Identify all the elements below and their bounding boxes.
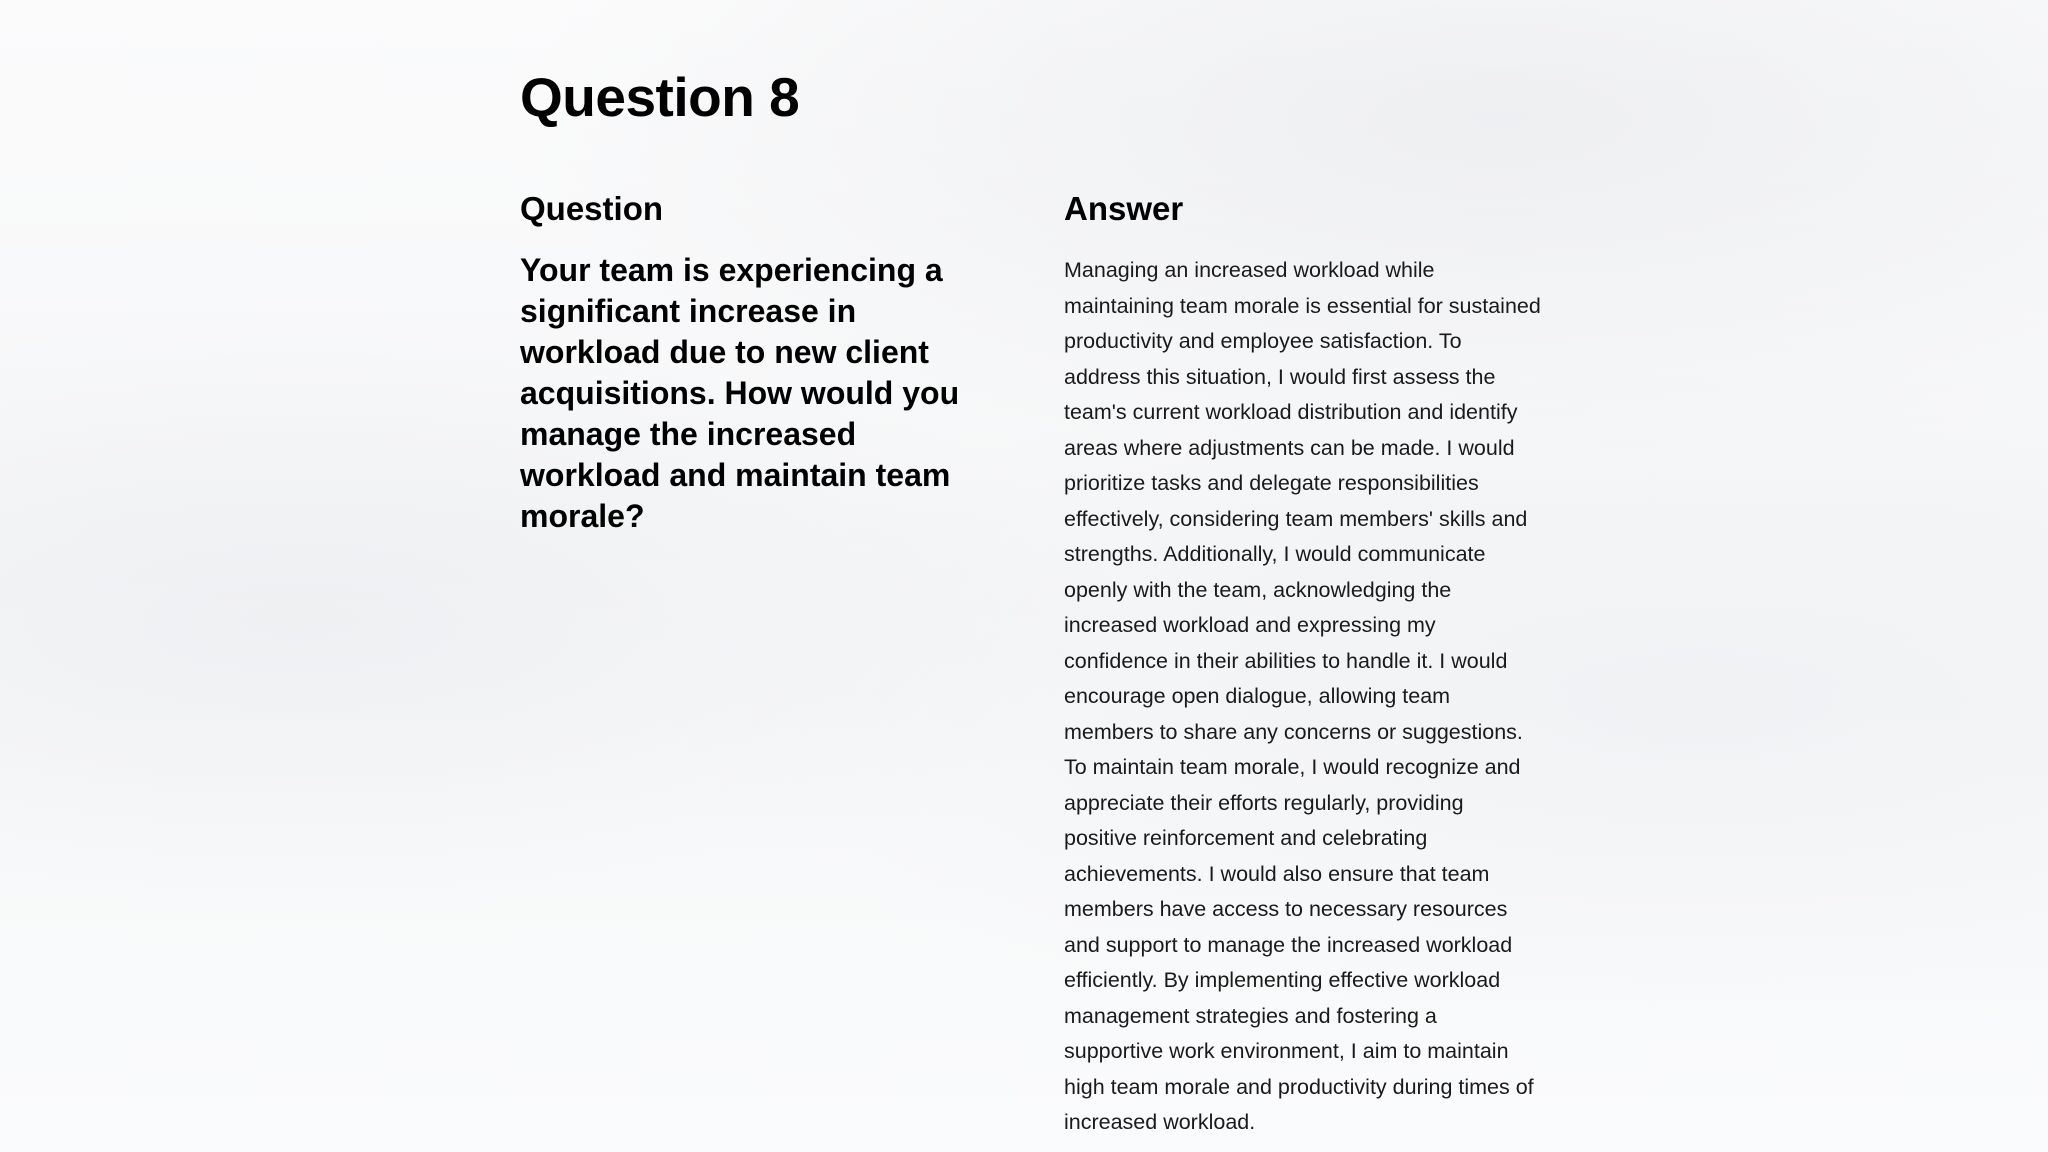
- page-title: Question 8: [520, 66, 800, 128]
- question-text: Your team is experiencing a significant increase in workload due to new client acquisitions. How would you manage the increased workload and maintain team morale?: [520, 252, 960, 534]
- answer-heading: Answer: [1064, 190, 1184, 227]
- answer-text: Managing an increased workload while maintaining team morale is essential for sustained productivity and employee satisfaction. To address this situation, I would first assess the team's current workload distribution and identify areas where adjustments can be made. I would prioritize tasks and delegate responsibilities effectively, considering team members' skills and strengths. Additionally, I would communicate openly with the team, acknowledging the increased workload and expressing my confidence in their abilities to handle it. I would encourage open dialogue, allowing team members to share any concerns or suggestions. To maintain team morale, I would recognize and appreciate their efforts regularly, providing positive reinforcement and celebrating achievements. I would also ensure that team members have access to necessary resources and support to manage the increased workload efficiently. By implementing effective workload management strategies and fostering a supportive work environment, I aim to maintain high team morale and productivity during times of increased workload.: [1064, 258, 1541, 1134]
- question-heading: Question: [520, 190, 664, 227]
